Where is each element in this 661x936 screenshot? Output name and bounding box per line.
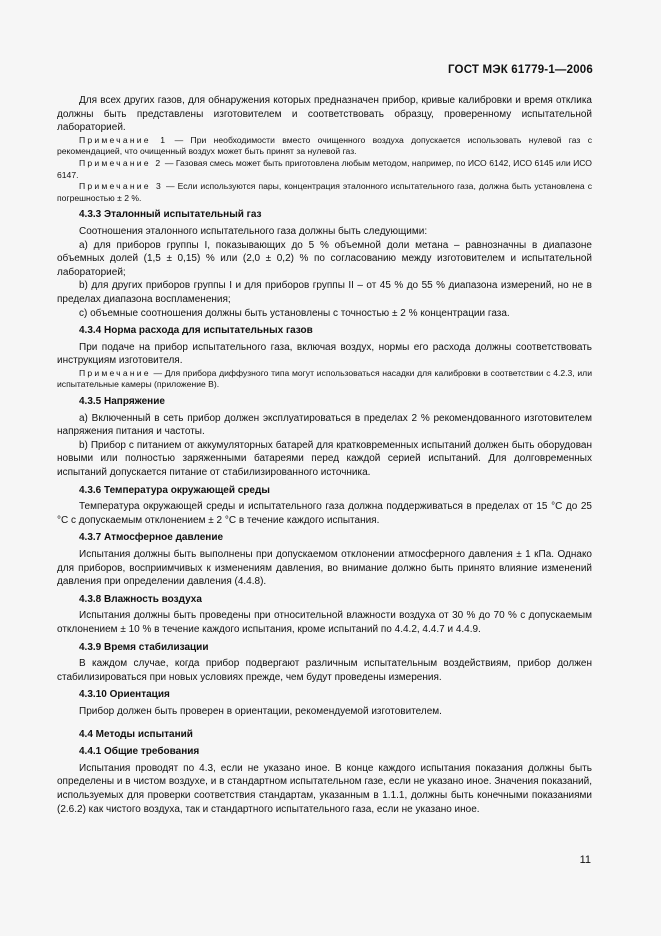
heading-4-4: 4.4 Методы испытаний	[79, 728, 193, 740]
s433-item-c: c) объемные соотношения должны быть установлены с точностью ± 2 % концентрации газа.	[79, 307, 510, 319]
s433-paragraph: Соотношения эталонного испытательного газа должны быть следующими:	[79, 225, 428, 237]
note-3-text: — Если используются пары, концентрация эталонного испытательного газа, должна быть установлена с погрешностью ± 2 %.	[57, 181, 593, 203]
s439-paragraph: В каждом случае, когда прибор подвергают различным испытательным воздействиям, прибор должен стабилизироваться при новых условиях прежде, чем будут проведены измерения.	[57, 658, 592, 683]
heading-4-3-9: 4.3.9 Время стабилизации	[79, 641, 209, 653]
note-2-text: — Газовая смесь может быть приготовлена любым методом, например, по ИСО 6142, ИСО 6145 или ИСО 6147.	[57, 157, 592, 180]
heading-4-3-10: 4.3.10 Ориентация	[79, 689, 170, 701]
s434-note-text: — Для прибора диффузного типа могут использоваться насадки для калибровки в соответствии с 4.2.3, или испытательные камеры (приложение В).	[57, 367, 592, 390]
note-3-label: Примечание 3	[79, 181, 163, 192]
note-1-label: Примечание 1	[79, 134, 168, 145]
s435-item-b: b) Прибор с питанием от аккумуляторных батарей для кратковременных испытаний должен быть оборудован новыми или полностью заряженными батареями перед каждой серией испытаний. Для долговременных испытаний допускается питание от стабилизированного источника.	[57, 439, 592, 479]
heading-4-3-6: 4.3.6 Температура окружающей среды	[79, 484, 270, 496]
heading-4-3-5: 4.3.5 Напряжение	[79, 396, 165, 408]
s438-paragraph: Испытания должны быть проведены при относительной влажности воздуха от 30 % до 70 % с допускаемым отклонением ± 10 % в течение каждого испытания, кроме испытаний по 4.4.2, 4.4.7 и 4.4.9.	[57, 610, 592, 635]
page-content	[57, 94, 592, 816]
s4310-paragraph: Прибор должен быть проверен в ориентации, рекомендуемой изготовителем.	[79, 705, 442, 717]
page-number: 11	[579, 854, 591, 866]
heading-4-3-8: 4.3.8 Влажность воздуха	[79, 593, 202, 605]
s441-paragraph: Испытания проводят по 4.3, если не указано иное. В конце каждого испытания показания должны быть определены и в чистом воздухе, и в стандартном испытательном газе, если не указано иное. Значения показаний, используемых для проверки соответствия стандартам, указанным в 1.1.1, должны быть конечными показаниями (2.6.2) как чистого воздуха, так и стандартного испытательного газа, если не указано иное.	[57, 762, 592, 815]
s434-note	[57, 368, 592, 391]
heading-4-4-1: 4.4.1 Общие требования	[79, 746, 200, 758]
s434-paragraph: При подаче на прибор испытательного газа, включая воздух, нормы его расхода должны соответствовать инструкциям изготовителя.	[57, 341, 592, 367]
s435-item-a: a) Включенный в сеть прибор должен эксплуатироваться в пределах 2 % рекомендованного изготовителем напряжения питания и частоты.	[57, 412, 592, 438]
note-1	[57, 135, 592, 158]
intro-paragraph: Для всех других газов, для обнаружения которых предназначен прибор, кривые калибровки и время отклика должны быть представлены изготовителем и соответствовать образцу, проверенному испытательной лабораторией.	[57, 95, 592, 134]
s433-item-a: a) для приборов группы I, показывающих до 5 % объемной доли метана – равнозначны в диапазоне объемных долей (1,5 ± 0,15) % или (2,0 ± 0,2) % по согласованию между изготовителем и испытательной лабораторией;	[57, 239, 592, 278]
s433-item-b: b) для других приборов группы I и для приборов группы II – от 45 % до 55 % диапазона измерений, но не в пределах диапазона воспламенения;	[57, 280, 592, 305]
note-1-text: — При необходимости вместо очищенного воздуха допускается использовать нулевой газ с рекомендацией, что очищенный воздух может быть принят за нулевой газ.	[57, 134, 592, 157]
standard-code: ГОСТ МЭК 61779-1—2006	[447, 64, 593, 76]
heading-4-3-3: 4.3.3 Эталонный испытательный газ	[79, 209, 262, 221]
note-2-label: Примечание 2	[79, 157, 163, 168]
note-3	[57, 181, 592, 204]
heading-4-3-7: 4.3.7 Атмосферное давление	[79, 532, 224, 544]
note-2	[57, 158, 592, 181]
s434-note-label: Примечание	[79, 367, 151, 378]
heading-4-3-4: 4.3.4 Норма расхода для испытательных газов	[79, 325, 313, 337]
s437-paragraph: Испытания должны быть выполнены при допускаемом отклонении атмосферного давления ± 1 кПа. Однако для приборов, восприимчивых к изменениям давления, во внимание должно быть принято влияние изменений давления при определении давления (4.4.8).	[57, 549, 592, 588]
s436-paragraph: Температура окружающей среды и испытательного газа должна поддерживаться в пределах от 15 °С до 25 °С с допускаемым отклонением ± 2 °С в течение каждого испытания.	[57, 501, 592, 526]
